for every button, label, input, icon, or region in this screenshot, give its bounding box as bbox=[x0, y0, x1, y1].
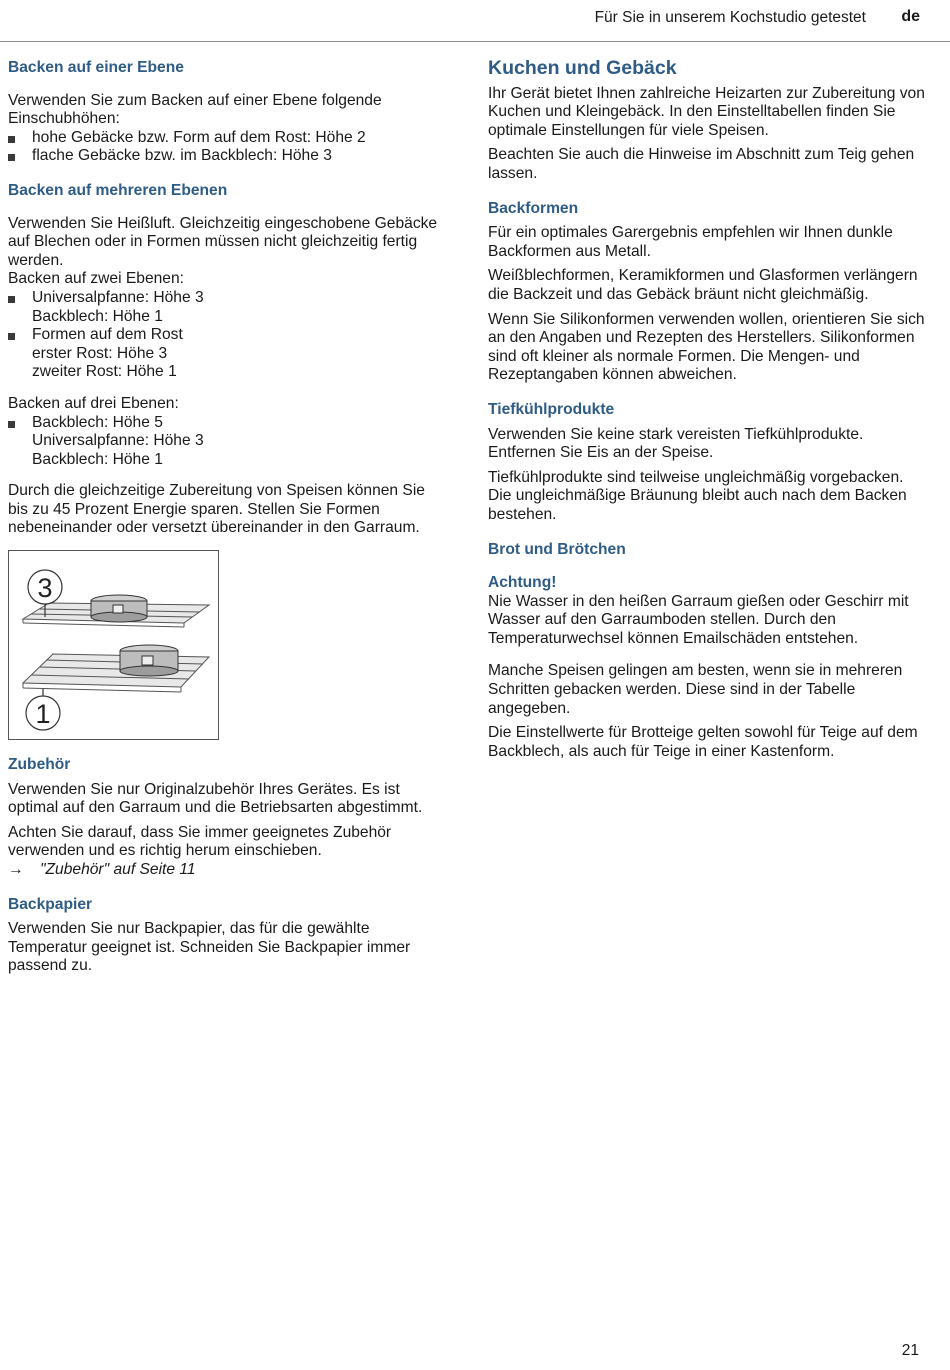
left-column bbox=[8, 59, 448, 976]
arrow-right-icon: → bbox=[8, 861, 24, 879]
paragraph: Manche Speisen gelingen am besten, wenn sie in mehreren Schritten gebacken werden. Diese sind in der Tabelle angegeben. bbox=[488, 662, 903, 717]
bullet-icon bbox=[8, 136, 15, 143]
page-number: 21 bbox=[901, 1342, 919, 1359]
right-column bbox=[488, 59, 928, 761]
list-item: Backblech: Höhe 5 Universalpfanne: Höhe 3 Backblech: Höhe 1 bbox=[8, 414, 448, 470]
paragraph: Ihr Gerät bietet Ihnen zahlreiche Heizarten zur Zubereitung von Kuchen und Kleingebäck. In den Einstelltabellen finden Sie optimale Einstellungen für viele Speisen. bbox=[488, 84, 925, 139]
section-title-backen-mehreren-ebenen: Backen auf mehreren Ebenen bbox=[8, 181, 228, 199]
bullet-list bbox=[8, 414, 448, 470]
paragraph: Verwenden Sie Heißluft. Gleichzeitig eingeschobene Gebäcke auf Blechen oder in Formen müssen nicht gleichzeitig fertig werden. bbox=[8, 214, 438, 269]
sub-label: Backen auf drei Ebenen: bbox=[8, 394, 179, 412]
paragraph: Beachten Sie auch die Hinweise im Abschnitt zum Teig gehen lassen. bbox=[488, 146, 915, 182]
section-title-backpapier: Backpapier bbox=[8, 895, 93, 913]
list-item: hohe Gebäcke bzw. Form auf dem Rost: Höhe 2 bbox=[8, 129, 448, 148]
racks-drawing bbox=[9, 551, 218, 739]
list-item: Formen auf dem Rost erster Rost: Höhe 3 zweiter Rost: Höhe 1 bbox=[8, 326, 448, 382]
sub-label: Backen auf zwei Ebenen: bbox=[8, 270, 184, 288]
level-1-label: 1 bbox=[35, 699, 51, 730]
header-divider bbox=[0, 41, 950, 42]
paragraph: Wenn Sie Silikonformen verwenden wollen, orientieren Sie sich an den Angaben und Rezepten des Herstellers. Silikonformen sind oft kleiner als normale Formen. Die Mengen- und Rezeptangaben können abweichen. bbox=[488, 310, 925, 384]
list-item: flache Gebäcke bzw. im Backblech: Höhe 3 bbox=[8, 147, 448, 166]
section-title-tiefkuehlprodukte: Tiefkühlprodukte bbox=[488, 400, 615, 418]
bullet-icon bbox=[8, 296, 15, 303]
language-code: de bbox=[901, 8, 920, 25]
section-title-backen-einer-ebene: Backen auf einer Ebene bbox=[8, 59, 184, 76]
cross-reference[interactable] bbox=[8, 861, 448, 880]
paragraph: Weißblechformen, Keramikformen und Glasformen verlängern die Backzeit und das Gebäck bräunt nicht gleichmäßig. bbox=[488, 267, 918, 303]
section-title-zubehoer: Zubehör bbox=[8, 756, 71, 774]
lower-cake-tin-icon bbox=[120, 645, 178, 676]
paragraph: Verwenden Sie keine stark vereisten Tiefkühlprodukte. Entfernen Sie Eis an der Speise. bbox=[488, 425, 864, 462]
section-title-backformen: Backformen bbox=[488, 199, 579, 217]
level-3-label: 3 bbox=[37, 573, 53, 604]
page-section-title: Kuchen und Gebäck bbox=[488, 57, 677, 79]
running-header-title: Für Sie in unserem Kochstudio getestet bbox=[594, 9, 866, 26]
bullet-list bbox=[8, 129, 448, 166]
paragraph: Tiefkühlprodukte sind teilweise ungleichmäßig vorgebacken. Die ungleichmäßige Bräunung bleibt auch nach dem Backen bestehen. bbox=[488, 468, 907, 523]
paragraph: Verwenden Sie nur Originalzubehör Ihres Gerätes. Es ist optimal auf den Garraum und die Betriebsarten abgestimmt. bbox=[8, 780, 423, 817]
paragraph: Achten Sie darauf, dass Sie immer geeignetes Zubehör verwenden und es richtig herum einschieben. bbox=[8, 823, 392, 860]
warning-text: Nie Wasser in den heißen Garraum gießen oder Geschirr mit Wasser auf den Garraumboden stellen. Durch den Temperaturwechsel können Emailschäden entstehen. bbox=[488, 592, 909, 647]
paragraph: Verwenden Sie nur Backpapier, das für die gewählte Temperatur geeignet ist. Schneiden Sie Backpapier immer passend zu. bbox=[8, 920, 411, 975]
oven-racks-illustration bbox=[8, 550, 219, 740]
lower-rack-icon bbox=[23, 654, 209, 692]
list-item: Universalpfanne: Höhe 3 Backblech: Höhe 1 bbox=[8, 289, 448, 326]
bullet-icon bbox=[8, 333, 15, 340]
bullet-list bbox=[8, 289, 448, 382]
paragraph: Für ein optimales Garergebnis empfehlen wir Ihnen dunkle Backformen aus Metall. bbox=[488, 224, 893, 260]
paragraph: Durch die gleichzeitige Zubereitung von Speisen können Sie bis zu 45 Prozent Energie sparen. Stellen Sie Formen nebeneinander oder versetzt übereinander in den Garraum. bbox=[8, 482, 425, 537]
cross-reference-link[interactable]: "Zubehör" auf Seite 11 bbox=[40, 861, 196, 879]
upper-cake-tin-icon bbox=[91, 595, 147, 622]
paragraph: Verwenden Sie zum Backen auf einer Ebene folgende Einschubhöhen: bbox=[8, 91, 382, 128]
paragraph: Die Einstellwerte für Brotteige gelten sowohl für Teige auf dem Backblech, als auch für Teige in einer Kastenform. bbox=[488, 724, 918, 760]
bullet-icon bbox=[8, 154, 15, 161]
section-title-brot-broetchen: Brot und Brötchen bbox=[488, 541, 626, 559]
bullet-icon bbox=[8, 421, 15, 428]
warning-title: Achtung! bbox=[488, 574, 557, 592]
